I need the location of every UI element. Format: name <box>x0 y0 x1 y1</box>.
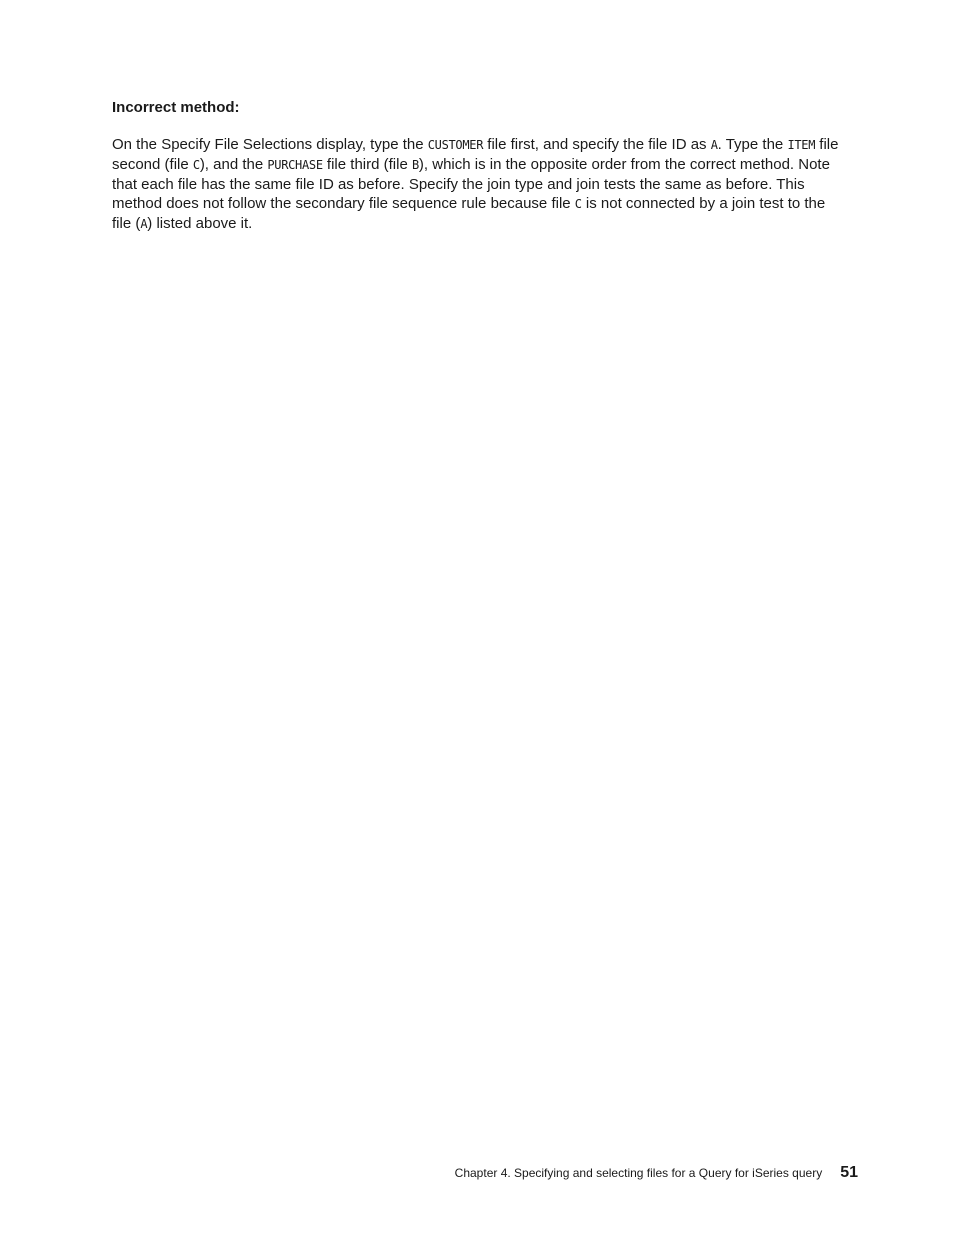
code-term: CUSTOMER <box>427 138 484 152</box>
page-footer <box>455 1163 858 1183</box>
paragraph-text: file first, and specify the file ID as <box>483 136 711 153</box>
code-term: ITEM <box>787 138 816 152</box>
body-paragraph <box>112 135 847 234</box>
paragraph-text: On the Specify File Selections display, type the <box>112 136 428 153</box>
paragraph-text: is not connected by a join test to the file ( <box>112 195 826 232</box>
code-term: A <box>140 217 148 231</box>
paragraph-text: file second (file <box>112 136 839 173</box>
code-term: C <box>574 197 582 211</box>
section-heading: Incorrect method: <box>112 99 240 116</box>
paragraph-text: ), which is in the opposite order from the correct method. Note that each file has the same file ID as before. Specify the join type and join tests the same as before. This method does not follow the secondary file sequence rule because file <box>112 156 830 212</box>
code-term: C <box>192 158 200 172</box>
footer-chapter-title: Chapter 4. Specifying and selecting files for a Query for iSeries query <box>454 1166 823 1180</box>
code-term: A <box>710 138 718 152</box>
paragraph-text: file third (file <box>322 156 412 173</box>
paragraph-text: ), and the <box>199 156 268 173</box>
code-term: B <box>411 158 419 172</box>
paragraph-text: ) listed above it. <box>147 215 253 232</box>
paragraph-text: . Type the <box>717 136 788 153</box>
page-number: 51 <box>840 1164 858 1181</box>
code-term: PURCHASE <box>267 158 323 172</box>
